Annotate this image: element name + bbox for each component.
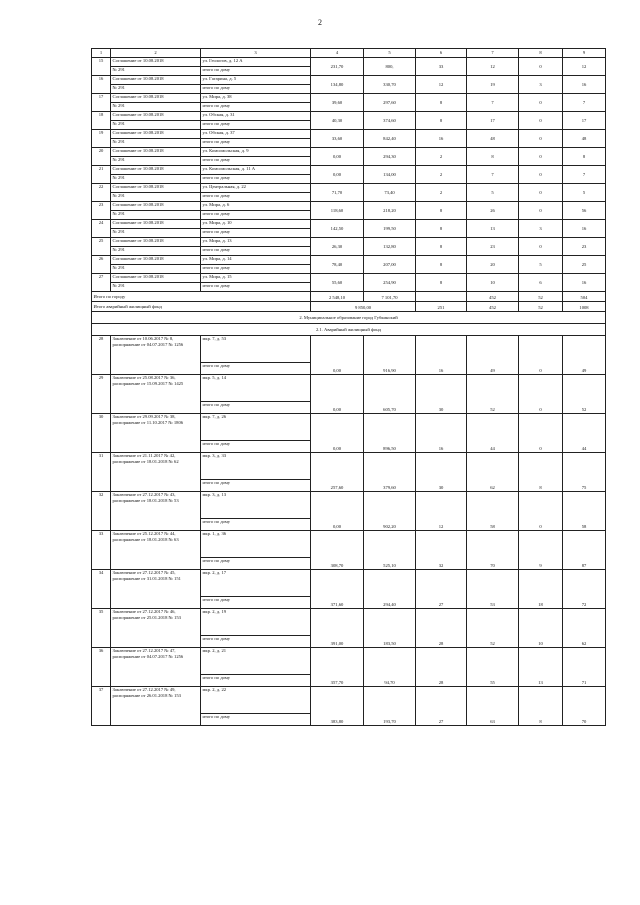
subsection-heading-row xyxy=(92,324,606,336)
value-cell: 30 xyxy=(416,375,467,414)
value-cell: 52 xyxy=(467,609,519,648)
value-cell: 0 xyxy=(519,94,563,112)
subtotal-label-cell: итого по дому xyxy=(201,441,311,453)
value-cell: 3 xyxy=(519,220,563,238)
document-number-cell: № 291 xyxy=(111,175,201,184)
value-cell: 16 xyxy=(416,414,467,453)
subtotal-label-cell: итого по дому xyxy=(201,283,311,292)
row-number: 26 xyxy=(92,256,111,274)
value-cell: 231,70 xyxy=(311,58,364,76)
document-cell: Соглашение от 10.08.2018 xyxy=(111,202,201,211)
value-cell: 48 xyxy=(563,130,606,148)
value-cell: 2 xyxy=(416,166,467,184)
subtotal-value: 452 xyxy=(467,292,519,302)
table-row xyxy=(92,414,606,441)
row-number: 31 xyxy=(92,453,111,492)
value-cell: 8 xyxy=(519,453,563,492)
section-heading-row xyxy=(92,312,606,324)
value-cell: 0,00 xyxy=(311,375,364,414)
document-cell: Соглашение от 10.08.2018 xyxy=(111,166,201,175)
subtotal-label-cell: итого по дому xyxy=(201,675,311,687)
value-cell: 18 xyxy=(519,570,563,609)
value-cell: 20 xyxy=(467,256,519,274)
column-number-cell: 6 xyxy=(416,49,467,58)
table-row xyxy=(92,453,606,480)
value-cell: 26 xyxy=(467,202,519,220)
document-cell: Соглашение от 10.08.2018 xyxy=(111,112,201,121)
value-cell: 8 xyxy=(416,94,467,112)
value-cell: 55 xyxy=(467,648,519,687)
table-row xyxy=(92,148,606,157)
value-cell: 16 xyxy=(416,130,467,148)
row-number: 24 xyxy=(92,220,111,238)
address-cell: ул. Обская, д. 37 xyxy=(201,130,311,139)
row-number: 23 xyxy=(92,202,111,220)
row-number: 37 xyxy=(92,687,111,726)
subtotal-value: 504 xyxy=(563,292,606,302)
column-number-cell: 4 xyxy=(311,49,364,58)
value-cell: 28 xyxy=(416,648,467,687)
value-cell: 8 xyxy=(467,148,519,166)
subtotal-label-cell: итого по дому xyxy=(201,480,311,492)
value-cell: 49 xyxy=(467,336,519,375)
subtotal-label-cell: итого по дому xyxy=(201,85,311,94)
row-number: 25 xyxy=(92,238,111,256)
value-cell: 12 xyxy=(416,76,467,94)
document-number-cell: № 291 xyxy=(111,265,201,274)
value-cell: 294,30 xyxy=(364,148,416,166)
address-cell: ул. Геологов, д. 12 А xyxy=(201,58,311,67)
subtotal-label-cell: итого по дому xyxy=(201,121,311,130)
value-cell: 0,00 xyxy=(311,148,364,166)
column-number-cell: 7 xyxy=(467,49,519,58)
document-cell: Соглашение от 10.08.2018 xyxy=(111,184,201,193)
value-cell: 142,50 xyxy=(311,220,364,238)
column-number-cell: 3 xyxy=(201,49,311,58)
row-number: 30 xyxy=(92,414,111,453)
document-number-cell: № 291 xyxy=(111,121,201,130)
value-cell: 916,90 xyxy=(364,336,416,375)
address-cell: ул. Комсомольская, д. 11 А xyxy=(201,166,311,175)
address-cell: мкр. 2, д. 17 xyxy=(201,570,311,597)
subtotal-label-cell: итого по дому xyxy=(201,157,311,166)
value-cell: 62 xyxy=(467,453,519,492)
value-cell: 8 xyxy=(416,238,467,256)
value-cell: 207,00 xyxy=(364,256,416,274)
table-row xyxy=(92,238,606,247)
value-cell: 9 xyxy=(519,531,563,570)
document-cell: Заключение от 27.12.2017 № 47, распоряжение от 04.07.2017 № 1256 xyxy=(111,648,201,687)
subtotal-label-cell: итого по дому xyxy=(201,175,311,184)
value-cell: 0 xyxy=(519,112,563,130)
document-cell: Заключение от 27.12.2017 № 45, распоряжение от 31.01.2018 № 151 xyxy=(111,570,201,609)
subtotal-label-cell: итого по дому xyxy=(201,519,311,531)
document-cell: Соглашение от 10.08.2018 xyxy=(111,76,201,85)
document-number-cell: № 291 xyxy=(111,157,201,166)
address-cell: ул. Мира, д. 14 xyxy=(201,256,311,265)
value-cell: 58 xyxy=(467,492,519,531)
table-row xyxy=(92,492,606,519)
document-cell: Заключение от 29.09.2017 № 38, распоряжение от 11.10.2017 № 1806 xyxy=(111,414,201,453)
value-cell: 800, xyxy=(364,58,416,76)
row-number: 32 xyxy=(92,492,111,531)
value-cell: 134,00 xyxy=(364,166,416,184)
value-cell: 6 xyxy=(519,274,563,292)
value-cell: 12 xyxy=(563,58,606,76)
value-cell: 902,20 xyxy=(364,492,416,531)
subtotal-label-cell: итого по дому xyxy=(201,597,311,609)
value-cell: 40,30 xyxy=(311,112,364,130)
value-cell: 17 xyxy=(467,112,519,130)
table-row xyxy=(92,274,606,283)
value-cell: 297,60 xyxy=(364,94,416,112)
value-cell: 73,40 xyxy=(364,184,416,202)
table-row xyxy=(92,94,606,103)
row-number: 27 xyxy=(92,274,111,292)
value-cell: 0 xyxy=(519,238,563,256)
total-label: Итого аварийный жилищный фонд xyxy=(92,302,311,312)
page-number: 2 xyxy=(318,18,322,27)
subtotal-label-cell: итого по дому xyxy=(201,265,311,274)
document-number-cell: № 291 xyxy=(111,85,201,94)
subtotal-value: 2 548,10 xyxy=(311,292,364,302)
subtotal-label-cell: итого по дому xyxy=(201,402,311,414)
value-cell: 605,70 xyxy=(364,375,416,414)
value-cell: 383,80 xyxy=(311,687,364,726)
subsection-heading: 2.1. Аварийный жилищный фонд xyxy=(92,324,606,336)
value-cell: 896,50 xyxy=(364,414,416,453)
value-cell: 0 xyxy=(519,130,563,148)
value-cell: 10 xyxy=(519,609,563,648)
value-cell: 254,90 xyxy=(364,274,416,292)
value-cell: 75 xyxy=(563,453,606,492)
value-cell: 49 xyxy=(563,336,606,375)
document-cell: Заключение от 25.08.2017 № 36, распоряжение от 15.09.2017 № 1425 xyxy=(111,375,201,414)
document-cell: Соглашение от 10.08.2018 xyxy=(111,238,201,247)
document-cell: Соглашение от 10.08.2018 xyxy=(111,274,201,283)
subtotal-label-cell: итого по дому xyxy=(201,636,311,648)
subtotal-value: 7 101,70 xyxy=(364,292,416,302)
value-cell: 33,60 xyxy=(311,130,364,148)
table-row xyxy=(92,202,606,211)
total-value: 251 xyxy=(416,302,467,312)
value-cell: 0,00 xyxy=(311,414,364,453)
document-number-cell: № 291 xyxy=(111,103,201,112)
value-cell: 12 xyxy=(467,58,519,76)
value-cell: 63 xyxy=(467,687,519,726)
value-cell: 55,60 xyxy=(311,274,364,292)
value-cell: 0,00 xyxy=(311,492,364,531)
table-row xyxy=(92,375,606,402)
value-cell: 13 xyxy=(519,648,563,687)
total-row xyxy=(92,302,606,312)
document-cell: Соглашение от 10.08.2018 xyxy=(111,148,201,157)
value-cell: 8 xyxy=(416,274,467,292)
column-number-cell: 9 xyxy=(563,49,606,58)
document-cell: Соглашение от 10.08.2018 xyxy=(111,256,201,265)
value-cell: 44 xyxy=(467,414,519,453)
document-cell: Соглашение от 10.08.2018 xyxy=(111,220,201,229)
value-cell: 0 xyxy=(519,58,563,76)
value-cell: 8 xyxy=(416,220,467,238)
value-cell: 199,50 xyxy=(364,220,416,238)
table-row xyxy=(92,58,606,67)
value-cell: 56 xyxy=(563,202,606,220)
value-cell: 0,00 xyxy=(311,336,364,375)
value-cell: 70 xyxy=(563,687,606,726)
address-cell: ул. Мира, д. 38 xyxy=(201,94,311,103)
address-cell: ул. Обская, д. 31 xyxy=(201,112,311,121)
total-value: 52 xyxy=(519,302,563,312)
subtotal-label-cell: итого по дому xyxy=(201,363,311,375)
subtotal-label-cell: итого по дому xyxy=(201,558,311,570)
table-row xyxy=(92,130,606,139)
row-number: 20 xyxy=(92,148,111,166)
value-cell: 2 xyxy=(416,184,467,202)
subtotal-label-cell: итого по дому xyxy=(201,247,311,256)
value-cell: 118,60 xyxy=(311,202,364,220)
value-cell: 7 xyxy=(563,94,606,112)
value-cell: 134,80 xyxy=(311,76,364,94)
column-number-row xyxy=(92,49,606,58)
address-cell: мкр. 2, д. 19 xyxy=(201,609,311,636)
value-cell: 94,70 xyxy=(364,648,416,687)
value-cell: 27 xyxy=(416,570,467,609)
row-number: 34 xyxy=(92,570,111,609)
total-value: 9 850,00 xyxy=(311,302,416,312)
value-cell: 72 xyxy=(563,570,606,609)
document-number-cell: № 291 xyxy=(111,211,201,220)
document-cell: Соглашение от 10.08.2018 xyxy=(111,94,201,103)
column-number-cell: 8 xyxy=(519,49,563,58)
address-cell: мкр. 7, д. 53 xyxy=(201,336,311,363)
row-number: 33 xyxy=(92,531,111,570)
address-cell: ул. Центральная, д. 22 xyxy=(201,184,311,193)
subtotal-label: Итого по городу xyxy=(92,292,311,302)
value-cell: 32 xyxy=(416,531,467,570)
value-cell: 842,40 xyxy=(364,130,416,148)
row-number: 35 xyxy=(92,609,111,648)
value-cell: 0,00 xyxy=(311,166,364,184)
table-row xyxy=(92,609,606,636)
document-cell: Заключение от 27.12.2017 № 49, распоряжение от 26.01.2018 № 153 xyxy=(111,687,201,726)
value-cell: 17 xyxy=(563,112,606,130)
total-value: 452 xyxy=(467,302,519,312)
value-cell: 132,80 xyxy=(364,238,416,256)
table-row xyxy=(92,648,606,675)
value-cell: 71 xyxy=(563,648,606,687)
address-cell: ул. Мира, д. 15 xyxy=(201,274,311,283)
value-cell: 58 xyxy=(563,492,606,531)
subtotal-label-cell: итого по дому xyxy=(201,211,311,220)
table-row xyxy=(92,166,606,175)
value-cell: 308,70 xyxy=(311,531,364,570)
value-cell: 2 xyxy=(416,148,467,166)
value-cell: 13 xyxy=(467,220,519,238)
value-cell: 27 xyxy=(416,687,467,726)
value-cell: 16 xyxy=(563,274,606,292)
value-cell: 0 xyxy=(519,148,563,166)
value-cell: 44 xyxy=(563,414,606,453)
value-cell: 371,60 xyxy=(311,570,364,609)
value-cell: 257,60 xyxy=(311,453,364,492)
value-cell: 0 xyxy=(519,166,563,184)
value-cell: 78,40 xyxy=(311,256,364,274)
value-cell: 0 xyxy=(519,414,563,453)
value-cell: 183,50 xyxy=(364,609,416,648)
address-cell: мкр. 5, д. 14 xyxy=(201,375,311,402)
value-cell: 391,00 xyxy=(311,609,364,648)
value-cell: 48 xyxy=(467,130,519,148)
row-number: 18 xyxy=(92,112,111,130)
subtotal-label-cell: итого по дому xyxy=(201,193,311,202)
value-cell: 12 xyxy=(416,492,467,531)
value-cell: 30 xyxy=(416,453,467,492)
table-row xyxy=(92,531,606,558)
value-cell: 8 xyxy=(416,112,467,130)
row-number: 28 xyxy=(92,336,111,375)
table-row xyxy=(92,687,606,714)
subtotal-label-cell: итого по дому xyxy=(201,67,311,76)
value-cell: 193,70 xyxy=(364,687,416,726)
housing-table xyxy=(91,48,606,726)
subtotal-label-cell: итого по дому xyxy=(201,229,311,238)
value-cell: 0 xyxy=(519,202,563,220)
subtotal-row xyxy=(92,292,606,302)
address-cell: мкр. 2, д. 22 xyxy=(201,687,311,714)
subtotal-label-cell: итого по дому xyxy=(201,139,311,148)
document-number-cell: № 291 xyxy=(111,139,201,148)
value-cell: 8 xyxy=(416,202,467,220)
row-number: 21 xyxy=(92,166,111,184)
row-number: 19 xyxy=(92,130,111,148)
value-cell: 8 xyxy=(416,256,467,274)
total-value: 1008 xyxy=(563,302,606,312)
address-cell: ул. Мира, д. 13 xyxy=(201,238,311,247)
document-cell: Соглашение от 10.08.2018 xyxy=(111,130,201,139)
value-cell: 0 xyxy=(519,336,563,375)
address-cell: ул. Гагарина, д. 5 xyxy=(201,76,311,85)
value-cell: 294,40 xyxy=(364,570,416,609)
value-cell: 62 xyxy=(563,609,606,648)
value-cell: 5 xyxy=(467,184,519,202)
value-cell: 5 xyxy=(519,256,563,274)
value-cell: 16 xyxy=(563,76,606,94)
value-cell: 330,70 xyxy=(364,76,416,94)
value-cell: 0 xyxy=(519,375,563,414)
value-cell: 374,60 xyxy=(364,112,416,130)
document-number-cell: № 291 xyxy=(111,229,201,238)
table-row xyxy=(92,112,606,121)
value-cell: 357,70 xyxy=(311,648,364,687)
row-number: 36 xyxy=(92,648,111,687)
value-cell: 10 xyxy=(467,274,519,292)
value-cell: 52 xyxy=(467,375,519,414)
table-row xyxy=(92,76,606,85)
row-number: 16 xyxy=(92,76,111,94)
value-cell: 7 xyxy=(467,166,519,184)
document-cell: Заключение от 10.06.2017 № 8, распоряжение от 04.07.2017 № 1256 xyxy=(111,336,201,375)
value-cell: 7 xyxy=(563,166,606,184)
value-cell: 26,30 xyxy=(311,238,364,256)
table-row xyxy=(92,220,606,229)
address-cell: мкр. 2, д. 21 xyxy=(201,648,311,675)
value-cell: 5 xyxy=(563,184,606,202)
subtotal-value xyxy=(416,292,467,302)
row-number: 29 xyxy=(92,375,111,414)
value-cell: 25 xyxy=(563,256,606,274)
address-cell: мкр. 3, д. 13 xyxy=(201,492,311,519)
column-number-cell: 5 xyxy=(364,49,416,58)
value-cell: 7 xyxy=(467,94,519,112)
table-row xyxy=(92,570,606,597)
value-cell: 0 xyxy=(519,184,563,202)
document-cell: Заключение от 25.12.2017 № 44, распоряжение от 18.01.2018 № 63 xyxy=(111,531,201,570)
value-cell: 53 xyxy=(467,570,519,609)
address-cell: ул. Комсомольская, д. 9 xyxy=(201,148,311,157)
address-cell: мкр. 1, д. 36 xyxy=(201,531,311,558)
column-number-cell: 1 xyxy=(92,49,111,58)
document-cell: Соглашение от 10.08.2018 xyxy=(111,58,201,67)
value-cell: 39,60 xyxy=(311,94,364,112)
value-cell: 0 xyxy=(519,492,563,531)
value-cell: 23 xyxy=(467,238,519,256)
document-cell: Заключение от 27.12.2017 № 46, распоряжение от 25.01.2018 № 153 xyxy=(111,609,201,648)
value-cell: 19 xyxy=(467,76,519,94)
value-cell: 8 xyxy=(519,687,563,726)
document-number-cell: № 291 xyxy=(111,247,201,256)
value-cell: 28 xyxy=(416,609,467,648)
value-cell: 3 xyxy=(519,76,563,94)
value-cell: 33 xyxy=(416,58,467,76)
value-cell: 87 xyxy=(563,531,606,570)
document-cell: Заключение от 21.11.2017 № 42, распоряжение от 18.01.2018 № 62 xyxy=(111,453,201,492)
value-cell: 16 xyxy=(416,336,467,375)
address-cell: мкр. 3, д. 33 xyxy=(201,453,311,480)
subtotal-value: 52 xyxy=(519,292,563,302)
table-row xyxy=(92,336,606,363)
row-number: 17 xyxy=(92,94,111,112)
subtotal-label-cell: итого по дому xyxy=(201,103,311,112)
value-cell: 8 xyxy=(563,148,606,166)
value-cell: 23 xyxy=(563,238,606,256)
section-heading: 2. Муниципальное образование город Губкинский xyxy=(92,312,606,324)
document-cell: Заключение от 27.12.2017 № 43, распоряжение от 18.01.2018 № 53 xyxy=(111,492,201,531)
table-row xyxy=(92,256,606,265)
value-cell: 218,20 xyxy=(364,202,416,220)
address-cell: ул. Мира, д. 6 xyxy=(201,202,311,211)
value-cell: 379,60 xyxy=(364,453,416,492)
table-row xyxy=(92,184,606,193)
row-number: 15 xyxy=(92,58,111,76)
value-cell: 71,70 xyxy=(311,184,364,202)
value-cell: 52 xyxy=(563,375,606,414)
address-cell: мкр. 7, д. 26 xyxy=(201,414,311,441)
row-number: 22 xyxy=(92,184,111,202)
address-cell: ул. Мира, д. 10 xyxy=(201,220,311,229)
subtotal-label-cell: итого по дому xyxy=(201,714,311,726)
value-cell: 525,10 xyxy=(364,531,416,570)
document-number-cell: № 291 xyxy=(111,67,201,76)
value-cell: 16 xyxy=(563,220,606,238)
document-number-cell: № 291 xyxy=(111,193,201,202)
column-number-cell: 2 xyxy=(111,49,201,58)
document-number-cell: № 291 xyxy=(111,283,201,292)
value-cell: 70 xyxy=(467,531,519,570)
